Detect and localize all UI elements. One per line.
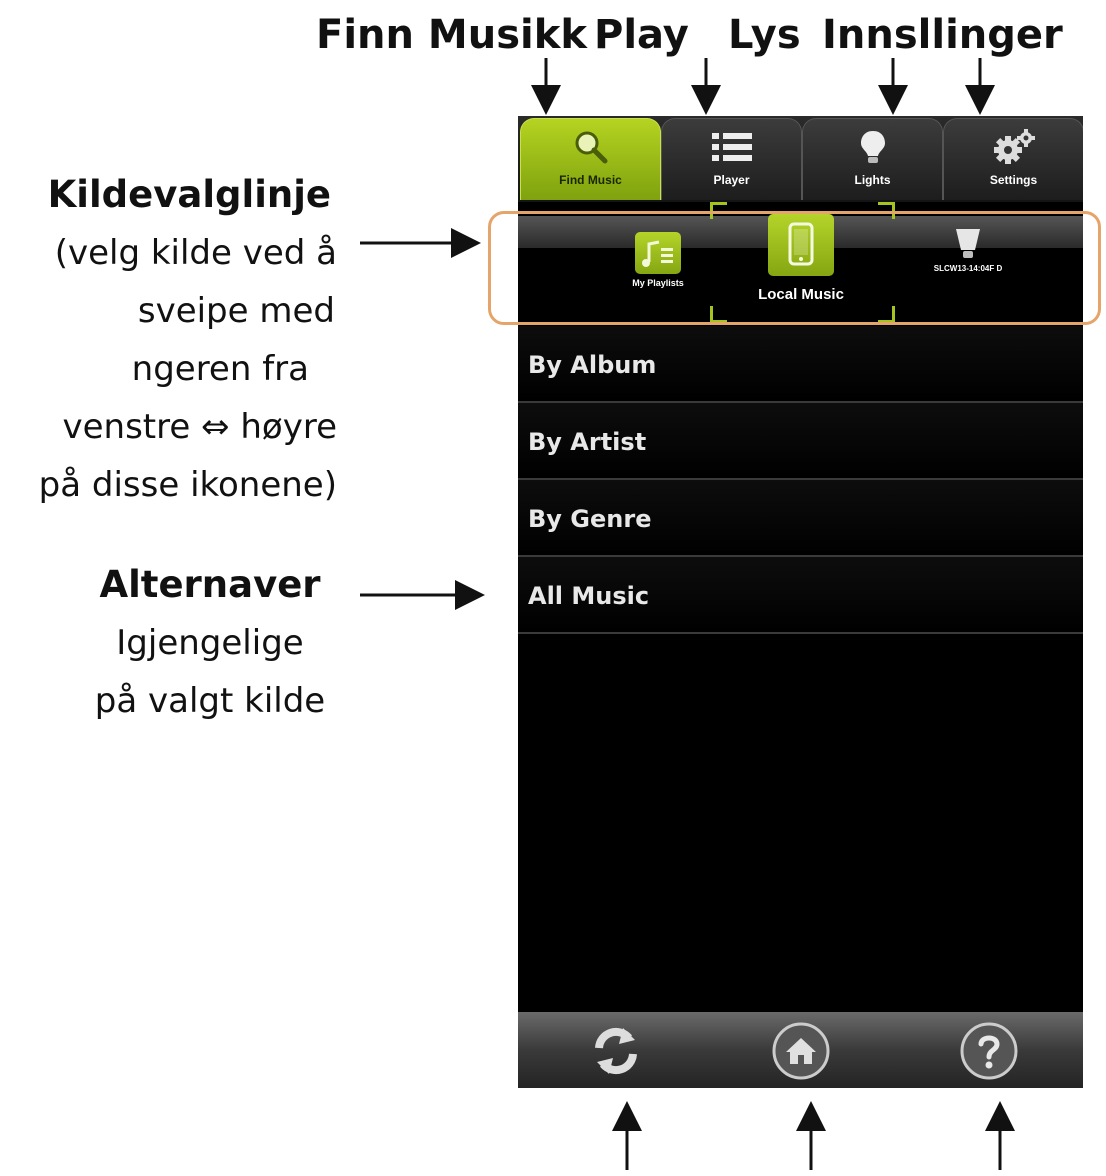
menu-list bbox=[518, 326, 1083, 634]
help-button[interactable] bbox=[958, 1020, 1020, 1082]
tab-lights[interactable] bbox=[802, 118, 943, 200]
tab-player[interactable] bbox=[661, 118, 802, 200]
tab-find-music[interactable] bbox=[520, 118, 661, 200]
refresh-button[interactable] bbox=[585, 1020, 647, 1082]
tab-label: Lights bbox=[854, 173, 891, 187]
annotation-source-line: venstre ⇔ høyre bbox=[62, 407, 337, 447]
label-settings: Innsllinger bbox=[822, 12, 1063, 58]
bottom-bar bbox=[518, 1012, 1083, 1088]
label-find-music: Finn Musikk bbox=[316, 12, 587, 58]
gear-icon bbox=[991, 129, 1037, 165]
home-button[interactable] bbox=[770, 1020, 832, 1082]
menu-item-by-album[interactable]: By Album bbox=[518, 326, 1083, 403]
menu-item-by-artist[interactable]: By Artist bbox=[518, 403, 1083, 480]
tab-settings[interactable] bbox=[943, 118, 1083, 200]
annotation-source-bar-heading: Kildevalglinje bbox=[47, 173, 331, 216]
annotation-source-line: på disse ikonene) bbox=[38, 465, 337, 505]
annotation-options-line: på valgt kilde bbox=[94, 681, 326, 721]
label-play: Play bbox=[594, 12, 689, 58]
annotation-source-line: (velg kilde ved å bbox=[54, 233, 337, 273]
tab-label: Find Music bbox=[559, 173, 622, 187]
label-lights: Lys bbox=[728, 12, 801, 58]
search-icon bbox=[571, 129, 611, 165]
source-bar-highlight bbox=[488, 211, 1101, 325]
annotation-options-heading: Alternaver bbox=[99, 563, 321, 606]
annotation-options-line: Igjengelige bbox=[116, 623, 304, 663]
home-icon bbox=[770, 1020, 832, 1082]
tab-bar bbox=[518, 116, 1083, 202]
bulb-icon bbox=[858, 129, 888, 165]
annotation-source-line: ngeren fra bbox=[131, 349, 309, 389]
tab-label: Settings bbox=[989, 173, 1038, 187]
source-label: SLCW13-14:04F D bbox=[933, 264, 1003, 273]
source-label: Local Music bbox=[758, 286, 844, 303]
tab-label: Player bbox=[713, 173, 750, 187]
menu-item-all-music[interactable]: All Music bbox=[518, 557, 1083, 634]
refresh-icon bbox=[585, 1020, 647, 1082]
help-icon bbox=[958, 1020, 1020, 1082]
annotation-source-line: sveipe med bbox=[137, 291, 335, 331]
menu-item-by-genre[interactable]: By Genre bbox=[518, 480, 1083, 557]
list-icon bbox=[710, 129, 754, 165]
source-label: My Playlists bbox=[632, 278, 684, 288]
